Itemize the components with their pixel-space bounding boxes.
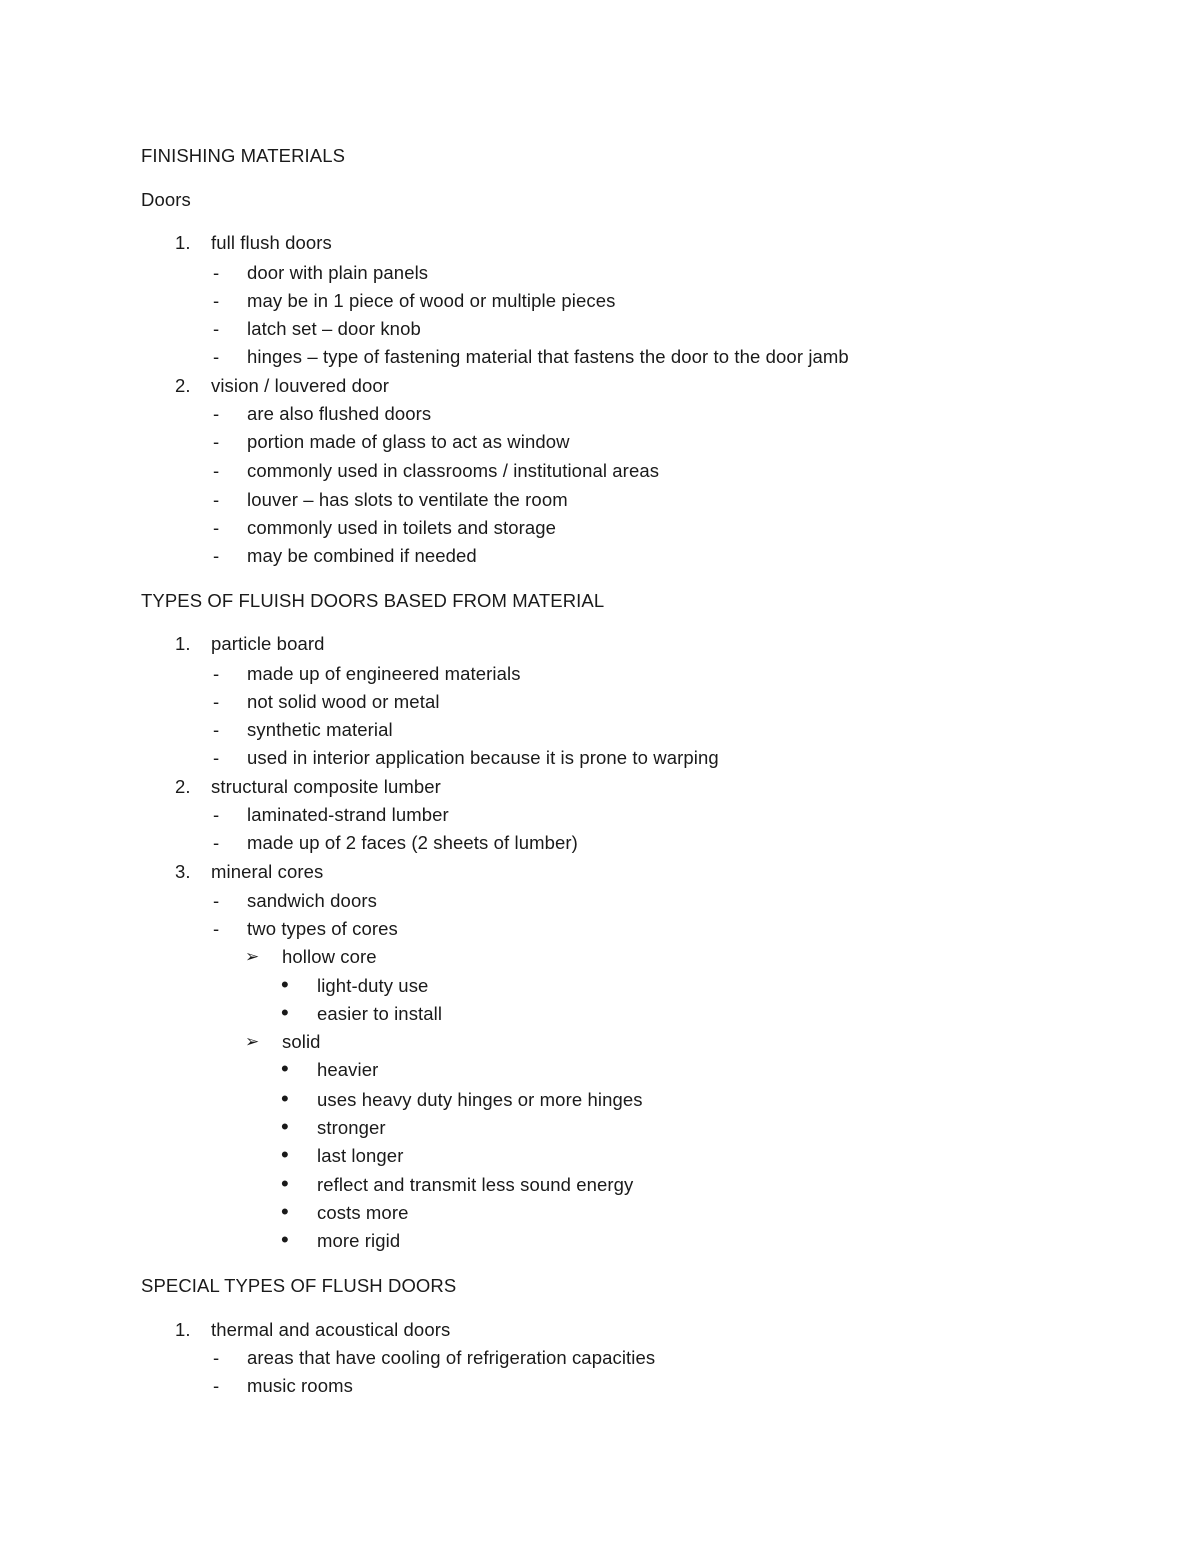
list-subitem-text: louver – has slots to ventilate the room <box>247 489 568 510</box>
dash-marker: - <box>213 262 220 283</box>
list-number: 2. <box>175 375 191 396</box>
list-subitem-text: may be combined if needed <box>247 545 477 566</box>
list-subitem-text: not solid wood or metal <box>247 691 440 712</box>
list-subitem-text: commonly used in toilets and storage <box>247 517 557 538</box>
list-number: 2. <box>175 776 191 797</box>
document-title-text: FINISHING MATERIALS <box>141 145 346 166</box>
bullet-dot-icon: • <box>281 1114 289 1139</box>
list-subitem-text: two types of cores <box>247 918 398 939</box>
list-subitem-text: areas that have cooling of refrigeration capacities <box>247 1347 656 1368</box>
list-item-label: structural composite lumber <box>211 776 441 797</box>
dash-marker: - <box>213 719 220 740</box>
core-type-label: hollow core <box>282 946 377 967</box>
section-heading-doors-text: Doors <box>141 189 191 210</box>
section-heading-special-text: SPECIAL TYPES OF FLUSH DOORS <box>141 1275 457 1296</box>
dash-marker: - <box>213 290 220 311</box>
bullet-item-text: stronger <box>317 1117 386 1138</box>
bullet-item-text: more rigid <box>317 1230 401 1251</box>
bullet-item-text: easier to install <box>317 1003 443 1024</box>
bullet-dot-icon: • <box>281 1056 289 1081</box>
dash-marker: - <box>213 1347 220 1368</box>
bullet-item-text: heavier <box>317 1059 379 1080</box>
dash-marker: - <box>213 804 220 825</box>
list-number: 3. <box>175 861 191 882</box>
list-subitem-text: are also flushed doors <box>247 403 432 424</box>
dash-marker: - <box>213 691 220 712</box>
bullet-dot-icon: • <box>281 1142 289 1167</box>
bullet-dot-icon: • <box>281 1171 289 1196</box>
bullet-item-text: reflect and transmit less sound energy <box>317 1174 634 1195</box>
dash-marker: - <box>213 747 220 768</box>
list-subitem-text: sandwich doors <box>247 890 377 911</box>
dash-marker: - <box>213 890 220 911</box>
list-item-label: particle board <box>211 633 325 654</box>
list-subitem-text: laminated-strand lumber <box>247 804 449 825</box>
list-subitem-text: music rooms <box>247 1375 353 1396</box>
dash-marker: - <box>213 403 220 424</box>
dash-marker: - <box>213 1375 220 1396</box>
bullet-dot-icon: • <box>281 1199 289 1224</box>
arrow-bullet-icon: ➢ <box>245 1032 260 1051</box>
list-subitem-text: hinges – type of fastening material that fastens the door to the door jamb <box>247 346 849 367</box>
bullet-dot-icon: • <box>281 1000 289 1025</box>
dash-marker: - <box>213 832 220 853</box>
dash-marker: - <box>213 545 220 566</box>
list-subitem-text: synthetic material <box>247 719 393 740</box>
list-item-label: vision / louvered door <box>211 375 390 396</box>
list-item-label: full flush doors <box>211 232 332 253</box>
dash-marker: - <box>213 918 220 939</box>
dash-marker: - <box>213 663 220 684</box>
bullet-dot-icon: • <box>281 1227 289 1252</box>
bullet-item-text: last longer <box>317 1145 404 1166</box>
dash-marker: - <box>213 346 220 367</box>
dash-marker: - <box>213 460 220 481</box>
list-item-label: thermal and acoustical doors <box>211 1319 451 1340</box>
section-heading-types-text: TYPES OF FLUISH DOORS BASED FROM MATERIAL <box>141 590 605 611</box>
list-subitem-text: made up of engineered materials <box>247 663 521 684</box>
list-subitem-text: used in interior application because it is prone to warping <box>247 747 719 768</box>
bullet-item-text: light-duty use <box>317 975 429 996</box>
dash-marker: - <box>213 431 220 452</box>
list-subitem-text: made up of 2 faces (2 sheets of lumber) <box>247 832 578 853</box>
list-subitem-text: may be in 1 piece of wood or multiple pieces <box>247 290 616 311</box>
bullet-item-text: uses heavy duty hinges or more hinges <box>317 1089 643 1110</box>
list-subitem-text: door with plain panels <box>247 262 429 283</box>
list-number: 1. <box>175 633 191 654</box>
dash-marker: - <box>213 517 220 538</box>
bullet-item-text: costs more <box>317 1202 409 1223</box>
dash-marker: - <box>213 489 220 510</box>
dash-marker: - <box>213 318 220 339</box>
core-type-label: solid <box>282 1031 321 1052</box>
list-number: 1. <box>175 232 191 253</box>
list-number: 1. <box>175 1319 191 1340</box>
list-item-label: mineral cores <box>211 861 324 882</box>
bullet-dot-icon: • <box>281 972 289 997</box>
list-subitem-text: portion made of glass to act as window <box>247 431 570 452</box>
list-subitem-text: latch set – door knob <box>247 318 421 339</box>
list-subitem-text: commonly used in classrooms / institutional areas <box>247 460 660 481</box>
arrow-bullet-icon: ➢ <box>245 947 260 966</box>
bullet-dot-icon: • <box>281 1086 289 1111</box>
